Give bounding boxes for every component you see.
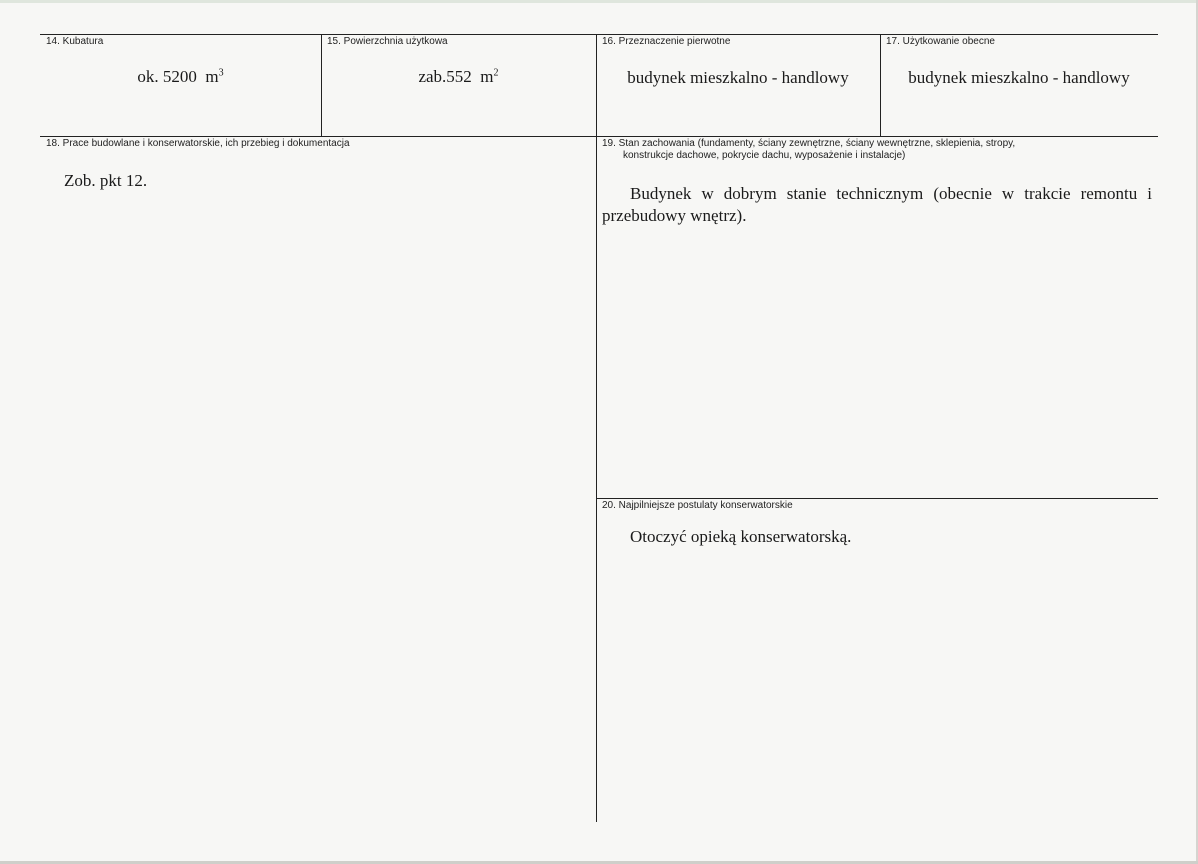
field-14-unit: m — [205, 67, 219, 86]
field-18-label: 18. Prace budowlane i konserwatorskie, ich przebieg i dokumentacja — [46, 138, 350, 149]
field-17-value: budynek mieszkalno - handlowy — [908, 68, 1130, 87]
field-20-value: Otoczyć opieką konserwatorską. — [630, 527, 852, 546]
field-19-value: Budynek w dobrym stanie technicznym (obecnie w trakcie remontu i przebudowy wnętrz). — [602, 184, 1152, 225]
field-19-label-line-1: 19. Stan zachowania (fundamenty, ściany zewnętrzne, ściany wewnętrzne, sklepienia, stropy, — [602, 138, 1016, 149]
field-16-value: budynek mieszkalno - handlowy — [627, 68, 849, 87]
field-15-label: 15. Powierzchnia użytkowa — [327, 36, 448, 47]
field-19-label — [602, 138, 1152, 162]
row-divider-line — [40, 136, 1158, 137]
field-14-number: ok. 5200 — [137, 67, 197, 86]
field-19-label-line-2: konstrukcje dachowe, pokrycie dachu, wyposażenie i instalacje) — [623, 150, 906, 161]
field-15-unit-exponent: 2 — [493, 67, 499, 79]
column-divider-center — [596, 34, 597, 822]
top-border-line — [40, 34, 1158, 35]
field-15-number: zab.552 — [418, 67, 472, 86]
field-15-value — [321, 66, 596, 88]
field-14-value — [40, 66, 321, 88]
scan-edge-top — [0, 0, 1198, 3]
field-16-label: 16. Przeznaczenie pierwotne — [602, 36, 731, 47]
field-20-label: 20. Najpilniejsze postulaty konserwatorskie — [602, 500, 793, 511]
field-17-label: 17. Użytkowanie obecne — [886, 36, 995, 47]
field-14-unit-exponent: 3 — [218, 67, 224, 79]
section-20-divider-line — [596, 498, 1158, 499]
field-18-value: Zob. pkt 12. — [64, 171, 148, 190]
field-14-label: 14. Kubatura — [46, 36, 104, 47]
field-15-unit: m — [480, 67, 494, 86]
